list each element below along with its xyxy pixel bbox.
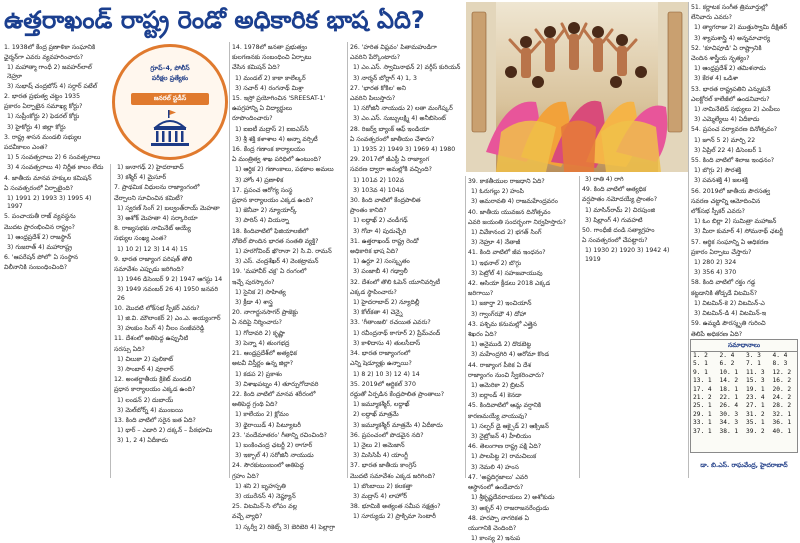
question-text: మొదటి సమావేశం ఎక్కడ జరిగింది? [350,472,436,480]
question-options: 3) మహేంద్రగిరి 4) అరోమా కొండ [471,351,550,359]
question-options: 3) కశ్మీర్ 4) మైసూర్ [117,174,167,182]
question-options: 3) మీరా కుమార్ 4) సోమనాథ్ ఛటర్జీ [694,228,784,236]
question-text: 13. కింది వాటిలో సరైన జత ఏది? [114,417,196,425]
question-options: 1) జకార్తా 2) ఇంచియాన్ [471,300,532,308]
question-options: 3) రాతి 4) రాగి [585,176,624,183]
question-text: 35. 2019లో ఆర్టికల్ 370 [350,380,416,388]
question-text: లోక్‌సభ స్పీకర్ ఎవరు? [691,208,745,216]
answer-key-row [691,352,797,360]
question-text: 57. ఆర్థిక సంఘాన్ని ఏ అధికరణ [691,238,769,246]
question-text: 2. భారత ప్రభుత్వ చట్టం 1935 [4,93,81,101]
question-text: ఛైర్మన్‌గా ఎవరు వ్యవహరించారు? [4,54,84,62]
question-options: 1) నామినేటెడ్ సభ్యులు 2) ఎంపీలు [694,106,780,114]
question-text: 27. 'భారత కోకిల' అని [350,84,406,92]
question-text: 18. కిందివాటిలో ఫిజియాలజీలో [232,227,309,235]
question-text: 48. హరప్పా నాగరికత ఏ [468,514,529,522]
question-text: ఇచ్చే పురస్కారం? [232,278,275,286]
question-text: 50. గాంధీజీ దండి సత్యాగ్రహం [582,227,655,235]
question-text: 28. రిజర్వ్ బ్యాంక్ ఆఫ్ ఇండియా [350,125,430,133]
column-divider [465,176,466,478]
question-options: 1) ఆర్థిక 2) గణాంకాలు, పథకాల అమలు [235,166,334,174]
question-options: 3) ఇక్బాల్ 4) సరోజినీ నాయుడు [235,452,314,460]
question-text: 6. 'ఆపరేషన్ పోలో' ఏ సంస్థాన [4,254,79,262]
author-credit: డా. బి.ఎస్. రాఘవేంద్ర, హైదరాబాద్ [700,462,788,469]
question-text: 38. భూమికి అత్యంత సమీప నక్షత్రం? [350,503,441,511]
question-options: 3) నార్మన్ బోర్లాగ్ 4) 1, 3 [353,74,417,82]
column-1b [114,164,226,478]
question-text: కట్టడానికి తోడ్పడే విటమిన్? [691,289,758,297]
question-text: ఎలక్టోరల్ కాలేజీలో ఉండనివారు? [691,95,770,103]
question-text: గ్రహం ఏది? [232,472,260,480]
question-text: 12. అంతర్జాతీయ క్రికెట్ మండలి [114,376,192,384]
question-options: 3) ఎస్. చంద్రశేఖర్ 4) వెంకట్రామన్ [235,258,319,266]
answer-key-cell: 31. 2 [746,410,765,418]
question-options: 1) ఆంధ్రప్రదేశ్ 2) రాజస్థాన్ [7,233,72,241]
question-text: 26. 'హరిత విప్లవం' పితామహుడిగా [350,44,437,51]
question-text: 15. ఇస్రో ప్రయోగించిన 'SREESAT-1' [232,95,326,103]
answer-key-cell: 38. 1 [719,427,739,435]
question-text: 11. దేశంలో అతిపెద్ద ఉప్పునీటి [114,335,189,343]
question-options: 3) శ్యామశాస్త్రి 4) అన్నమాచార్య [694,34,771,42]
question-options: 3) యురేనస్ 4) నెప్ట్యూన్ [235,492,296,500]
question-text: 21. ఆంధ్రప్రదేశ్‌లో అత్యధిక [232,350,297,358]
question-options: 1) బొగ్గు 2) సౌరశక్తి [694,167,742,175]
answer-key-cell: 40. 1 [772,427,792,435]
question-options: 3) జమ్మూకశ్మీర్ మాత్రమే 4) ఏదీకాదు [353,421,443,429]
question-text: 19. 'మహావీర్ చక్ర' ఏ రంగంలో [232,268,307,276]
question-text: 30. కింది వాటిలో కేంద్రపాలిత [350,197,421,205]
question-text: 17. ప్రపంచ ఆరోగ్య సంస్థ [232,186,293,194]
question-text: 3. రాష్ట్ర శాసన మండలి సభ్యుల [4,133,82,141]
question-options: 3) హుకుం సింగ్ 4) నీలం సంజీవరెడ్డి [117,325,205,333]
question-text: తెలిపే అధికరణ ఏది? [691,330,743,338]
question-options: 1) ఆంధ్రప్రదేశ్ 2) తమిళనాడు [694,65,766,73]
question-text: అతిపెద్ద గ్రంథి ఏది? [232,401,278,409]
question-options: 1) స్కర్వీ 2) రికెట్స్ 3) బెరిబెరి 4) పెల్లాగ్రా [235,523,336,531]
answer-key-cell: 12. 2 [772,368,792,376]
answer-key-row [691,402,797,410]
question-options: 1) 1991 2) 1993 3) 1995 4) 1997 [7,195,92,211]
question-text: సభ్యుల సంఖ్య ఎంత? [114,235,167,243]
question-text: సవరణ చట్టాన్ని ఆమోదించిన [691,197,761,205]
question-text: కారణమయ్యే వాయువు? [468,412,528,420]
page-title: ఉత్తరాఖండ్ రాష్ట్ర రెండో అధికారిక భాష ఏది? [4,6,425,34]
question-options: 3) సుభాష్ చంద్రబోస్ 4) సర్దార్ పటేల్ [7,82,98,90]
answer-key-cell: 2. 4 [719,352,735,359]
badge-line-2: పరీక్షల ప్రత్యేకం [151,75,189,82]
question-text: ఆస్థానంలో ఉండేవారు? [468,484,524,492]
answer-key-cell: 33. 1 [693,419,712,427]
answer-key-cell: 17. 4 [693,385,712,393]
question-options: 1) పాలపిట్ట 2) రామచిలుక [471,453,537,461]
question-text: 24. సౌరకుటుంబంలో అతిపెద్ద [232,462,304,470]
answer-key-cell: 14. 2 [719,377,739,385]
question-options: 3) గోవా 4) పుదుచ్చేరి [353,227,407,235]
question-text: ఏ సంవత్సరంలో చేపట్టారు? [582,237,648,245]
question-text: రద్దుతో ఏర్పడిన కేంద్రపాలిత ప్రాంతాలు? [350,390,444,398]
answer-key-cell: 27. 1 [746,402,765,410]
question-text: నోబెల్ పొందిన భారత సంతతి వ్యక్తి? [232,237,319,245]
question-text: 44. రాజ్యాంగ పీఠిక ఏ దేశ [468,361,531,369]
question-options: 3) 4 సంవత్సరాలు 4) నిర్ణీత కాలం లేదు [7,164,104,172]
question-options: 1) బొంబాయి 2) కలకత్తా [353,482,413,490]
answer-key-row [691,360,797,368]
question-options: 1) జునాగఢ్ 2) హైదరాబాద్ [117,164,184,171]
answer-key-cell: 29. 1 [693,410,712,418]
question-options: 3) శ్రీ శక్తి కళాశాల 4) అన్నా వర్సిటీ [235,135,318,143]
question-options: 3) పెట్రోల్ 4) సహజవాయువు [471,269,543,277]
column-4 [468,176,576,543]
question-options: 3) ఏప్రిల్ 22 4) డిసెంబర్ 1 [694,146,762,154]
question-text: 58. కింది వాటిలో రక్తం గడ్డ [691,279,756,287]
question-text: వచ్చే వ్యాధి? [232,513,263,521]
question-text: సమావేశం ఎప్పుడు జరిగింది? [114,266,184,274]
question-options: 3) కోల్‌కతా 4) చెన్నై [353,309,403,317]
answer-key-cell: 16. 2 [772,377,792,385]
question-options: 1) సరోజినీ నాయుడు 2) లతా మంగేష్కర్ [353,105,453,113]
question-text: చెందిన శాస్త్రీయ నృత్యం? [691,55,750,63]
question-options: 1) మండల్ 2) కాకా కాలేల్కర్ [235,74,306,82]
question-text: 39. కాకతీయుల రాజధాని ఏది? [468,178,545,185]
question-options: 1) 280 2) 324 [694,259,737,267]
question-options: 3) పారిస్ 4) వియన్నా [235,217,290,225]
answer-key-cell: 18. 1 [719,385,739,393]
answer-key-row [691,411,797,419]
question-options: 3) ఐర్లాండ్ 4) కెనడా [471,392,522,400]
column-divider [110,164,111,478]
answer-key-row [691,394,797,402]
badge-band-label: జనరల్ స్టడీస్ [153,95,187,102]
question-text: ఉపగ్రహాన్ని ఏ విద్యార్థులు [232,105,293,113]
question-text: 8. రాజ్యసభకు నామినేట్ అయ్యే [114,225,191,233]
question-options: 3) పెన్నా 4) తుంగభద్ర [235,339,290,347]
question-text: ఎవరిని పిలుస్తారు? [350,95,396,103]
question-text: 20. నాగార్జునసాగర్ ప్రాజెక్టు [232,309,298,317]
question-options: 3) సాంబార్ 4) వూలార్ [117,366,174,374]
question-options: 3) అక్బర్ 4) రాజరాజనరేంద్రుడు [471,504,550,512]
answer-key-box [690,339,798,453]
dancers-illustration [466,2,688,172]
question-text: 4. జాతీయ మానవ హక్కుల కమిషన్ [4,174,92,182]
column-divider [229,42,230,478]
question-text: ప్రకారం ఏర్పాటు చేస్తారు? [691,248,752,256]
question-options: 3) మద్రాస్ 4) లాహోర్ [353,492,408,500]
question-text: 52. 'కూచిపూడి' ఏ రాష్ట్రానికి [691,44,762,52]
question-options: 1) జూన్ 5 2) మార్చి 22 [694,136,756,144]
answer-key-cell: 23. 4 [746,394,765,402]
answer-key-cell: 28. 2 [772,402,792,410]
question-text: మొదట ప్రారంభించిన రాష్ట్రం? [4,223,75,231]
column-5 [691,2,798,336]
question-text: చేర్చాలని సూచించిన కమిటీ? [114,194,184,202]
question-options: 3) ఎం.ఎస్. సుబ్బులక్ష్మి 4) అనీబిసెంట్ [353,115,446,123]
answer-key-cell: 20. 2 [772,385,792,393]
question-text: 56. 2019లో జాతీయ పౌరసత్వ [691,187,771,195]
question-options: 1) ఎం.ఎస్. స్వామినాథన్ 2) వర్గీస్ కురియన్ [353,64,461,72]
question-text: 14. 1978లో జనతా ప్రభుత్వం [232,44,308,51]
question-options: 1) 1935 2) 1949 3) 1969 4) 1980 [353,146,456,154]
column-divider [688,2,689,478]
question-text: రూపొందించారు? [232,115,273,123]
question-options: 1) స్వరణ్ సింగ్ 2) బల్వంత్‌రాయ్ మెహతా [117,204,220,212]
question-text: 37. భారత జాతీయ కాంగ్రెస్ [350,462,417,470]
question-text: 7. ప్రాథమిక విధులను రాజ్యాంగంలో [114,184,200,192]
question-options: 1) అనైముడి 2) దొడబెట్ట [471,341,532,349]
question-options: 3) నెమలి 4) హంస [471,463,519,471]
question-options: 1) బంకించంద్ర ఛటర్జీ 2) ఠాగూర్ [235,441,313,449]
question-options: 1) త్యాగరాజు 2) ముత్తుస్వామి దీక్షితర్ [694,24,788,32]
question-options: 1) ఓరుగల్లు 2) హంపి [471,188,524,196]
question-text: 51. కర్ణాటక సంగీత త్రిమూర్తుల్లో [691,4,768,11]
question-options: 1) వివేకానంద 2) భగత్ సింగ్ [471,229,542,237]
question-text: ఎవరి జయంతి సందర్భంగా నిర్వహిస్తారు? [468,218,566,226]
answer-key-cell: 24. 2 [772,394,792,402]
question-text: విలీనానికి సంబంధించింది? [4,264,68,272]
answer-key-cell: 11. 3 [746,368,765,376]
question-text: ఏ సంవత్సరంలో ఏర్పాటైంది? [4,184,73,192]
question-options: 1) అమెరికా 2) బ్రిటన్ [471,382,525,390]
question-text: 59. ఉమ్మడి పౌరస్మృతి గురించి [691,320,766,328]
question-options: 1) 1930 2) 1920 3) 1942 4) 1919 [585,247,670,263]
question-text: 42. ఆసియా క్రీడలు 2018 ఎక్కడ [468,280,551,288]
question-text: 47. 'అష్టదిగ్గజాలు' ఎవరి [468,473,528,481]
question-options: 3) సచార్ 4) రంగనాథ్ మిశ్రా [235,84,304,92]
question-text: కులగణనకు సంబంధించి ఏర్పాటు [232,54,312,62]
answer-key-cell: 8. 3 [772,360,788,368]
question-text: 33. 'గీతాంజలి' రచయిత ఎవరు? [350,319,431,327]
question-options: 1) 10 2) 12 3) 14 4) 15 [117,245,188,253]
question-options: 1) కాంస్య 2) ఇనుప [471,535,521,543]
question-options: 3) అశోక్ మెహతా 4) సర్కారియా [117,215,198,223]
question-text: 43. పశ్చిమ కనుమల్లో ఎత్తైన [468,320,537,328]
question-text: 31. ఉత్తరాఖండ్ రాష్ట్ర రెండో [350,237,419,245]
question-options: 3) నెహ్రూ 4) నేతాజీ [471,239,521,247]
question-options: 3) కేరళ 4) ఒడిశా [694,75,739,83]
question-text: 54. ప్రపంచ పర్యావరణ దినోత్సవం? [691,126,778,134]
question-text: 40. జాతీయ యువజన దినోత్సవం [468,208,551,216]
answer-key-title: సమాధానాలు [691,340,797,352]
answer-key-table [691,352,797,436]
answer-key-cell: 39. 2 [746,427,765,435]
question-options: 1) సూర్యుడు 2) ప్రాక్సిమా సెంటారీ [353,513,436,521]
question-text: చేసిన కమిషన్ ఏది? [232,64,280,72]
answer-key-cell: 13. 1 [693,377,712,385]
answer-key-cell: 26. 4 [719,402,739,410]
answer-key-cell: 7. 1 [746,360,761,368]
question-options: 3) పంజాబీ 4) గఢ్వాలీ [353,268,408,276]
question-options: 1) సైనిక 2) సాహిత్య [235,288,286,296]
question-options: 3) క్రీడా 4) శాస్త్ర [235,299,273,307]
question-options: 1) శ్రీకృష్ణదేవరాయలు 2) అశోకుడు [471,494,555,502]
question-options: 1) జి.వి. మౌలాంకర్ 2) ఎం.ఎ. అయ్యంగార్ [117,315,221,323]
answer-key-cell: 37. 1 [693,427,712,435]
answer-key-cell: 1. 2 [693,352,708,359]
question-options: 1) శని 2) బృహస్పతి [235,482,286,490]
answer-key-cell: 30. 3 [719,410,739,418]
question-text: ఏ మంత్రిత్వ శాఖ పరిధిలో ఉంటుంది? [232,156,322,164]
answer-key-cell: 19. 1 [746,385,765,393]
question-options: 3) 1949 నవంబర్ 26 4) 1950 జనవరి 26 [117,286,218,302]
column-3 [350,42,462,521]
question-text: పదవీకాలం ఎంత? [4,144,48,152]
question-text: 23. 'వందేమాతరం' గీతాన్ని రచించింది? [232,431,327,439]
answer-key-cell: 21. 2 [693,394,712,402]
answer-key-cell: 36. 1 [772,419,792,427]
dancers-photo [466,2,688,172]
column-divider [347,42,348,478]
question-text: 22. కింది వాటిలో మానవ శరీరంలో [232,390,316,398]
question-text: 36. ప్రపంచంలో పొడవైన నది? [350,431,424,439]
answer-key-cell: 35. 1 [746,419,765,427]
answer-key-cell: 32. 1 [772,410,792,418]
question-options: 1) 8 2) 10 3) 12 4) 14 [353,370,420,378]
question-options: 1) 1946 డిసెంబర్ 9 2) 1947 ఆగస్టు 14 [117,276,223,284]
answer-key-row [691,419,797,427]
question-text: రాజ్యాంగం నుంచి స్వీకరించారు? [468,371,545,379]
question-text: సరస్సు ఏది? [114,345,145,353]
question-text: 1. 1938లో కేంద్ర ప్రణాళికా సంఘానికి [4,44,96,51]
question-text: 49. కింది వాటిలో అత్యధిక [582,186,647,194]
answer-key-row [691,369,797,377]
question-options: 1) హరగోవింద్ ఖొరానా 2) సి.వి. రామన్ [235,248,332,256]
question-options: 1) థార్ – ఎడారి 2) దక్కన్ – పీఠభూమి [117,427,213,435]
question-text: లేనివారు ఎవరు? [691,14,732,22]
question-text: అటవీ విస్తీర్ణం ఉన్న జిల్లా? [232,360,293,368]
question-text: 32. దేశంలో తొలి ఓపెన్ యూనివర్సిటీ [350,278,441,286]
question-options: 3) మెల్‌బోర్న్ 4) ముంబయి [117,406,183,414]
question-options: 1) లద్దాఖ్ 2) చండీగఢ్ [353,217,408,225]
question-options: 1) గోదావరి 2) కృష్ణా [235,329,285,337]
question-text: ఎవరిని పేర్కొంటారు? [350,54,400,62]
column-divider [579,176,580,478]
question-options: 3) 103వ 4) 104వ [353,186,405,194]
question-options: 3) థైరాయిడ్ 4) పిట్యూటరీ [235,421,301,429]
question-options: 3) 356 4) 370 [694,269,737,277]
question-options: 3) షిల్లాంగ్ 4) గువహటి [585,216,643,224]
question-options: 1) 101వ 2) 102వ [353,176,405,184]
question-text: ప్రధాన కార్యాలయం ఎక్కడ ఉంది? [232,197,314,205]
answer-key-row [691,386,797,394]
question-text: 46. తెలంగాణ రాష్ట్ర పక్షి ఏది? [468,443,542,451]
question-options: 2) లద్దాఖ్ మాత్రమే [353,411,399,419]
question-text: ఏ సంవత్సరంలో జాతీయం చేశారు? [350,135,435,143]
question-text: 5. పంచాయతీ రాజ్ వ్యవస్థను [4,213,76,221]
badge-band [131,93,209,105]
question-options: 1) చిలుకా 2) పులికాట్ [117,355,174,363]
question-text: 41. కింది వాటిలో జీవ ఇంధనం? [468,249,546,257]
question-text: ఎక్కడ స్థాపించారు? [350,288,397,296]
question-options: 1) మహాత్మా గాంధీ 2) జవహర్‌లాల్ నెహ్రూ [7,64,92,80]
question-options: 1) హైదరాబాద్ 2) న్యూదిల్లీ [353,299,420,307]
question-options: 1) ఐఐటీ మద్రాస్ 2) ఐఐఎస్‌సీ [235,125,309,133]
answer-key-cell: 3. 3 [746,352,761,359]
question-options: 1) విటమిన్-కె 2) విటమిన్-ఎ [694,299,765,307]
parliament-icon [146,109,194,149]
question-options: 1) రవీంద్రనాథ్ ఠాగూర్ 2) ప్రేమ్‌చంద్ [353,329,441,337]
question-options: 3) విటమిన్-డి 4) విటమిన్-ఇ [694,310,767,318]
question-text: యుగానికి చెందింది? [468,524,517,532]
answer-key-cell: 4. 4 [772,352,788,359]
badge-line-1: గ్రూప్–4, పోలీస్ [150,65,190,72]
question-text: శిఖరం ఏది? [468,331,497,339]
question-options: 1) సల్ఫర్ డై ఆక్సైడ్ 2) ఆక్సిజన్ [471,422,549,430]
question-text: 16. కేంద్ర గణాంక కార్యాలయం [232,146,306,154]
question-text: 10. మొదటి లోక్‌సభ స్పీకర్ ఎవరు? [114,304,200,312]
answer-key-cell: 22. 1 [719,394,739,402]
answer-key-row [691,377,797,385]
question-options: 3) హోం 4) ప్రణాళిక [235,176,284,184]
question-options: 1) మాసిన్‌రామ్ 2) చిరపుంజి [585,206,655,214]
section-badge [112,44,228,160]
question-text: వర్షపాతం నమోదయ్యే ప్రాంతం? [582,196,657,204]
answer-key-cell: 9. 1 [693,368,708,376]
question-text: 55. కింది వాటిలో శిలాజ ఇంధనం? [691,157,775,165]
question-options: 1) ఓం బిర్లా 2) సుమిత్రా మహాజన్ [694,218,777,226]
question-options: 1) 5 సంవత్సరాలు 2) 6 సంవత్సరాలు [7,154,101,162]
question-options: 1) ఉర్దూ 2) సంస్కృతం [353,258,410,266]
column-2 [232,42,344,531]
question-text: 45. కిందివాటిలో ఆమ్ల వర్షానికి [468,402,542,410]
question-options: 3) గుజరాత్ 4) మహారాష్ట్ర [7,244,72,252]
question-text: జరిగాయి? [468,290,494,298]
question-text: ప్రధాన కార్యాలయం ఎక్కడ ఉంది? [114,386,196,394]
question-text: ప్రాంతం కానిది? [350,207,387,215]
question-options: 1) నైలు 2) అమెజాన్ [353,441,405,449]
question-options: 3) 1, 2 4) ఏదీకాదు [117,437,169,445]
answer-key-cell: 15. 3 [746,377,765,385]
question-text: అధికారిక భాష ఏది? [350,248,399,256]
answer-key-cell: 25. 1 [693,402,712,410]
question-text: 34. భారత రాజ్యాంగంలో [350,350,411,358]
question-options: 1) కడప 2) ప్రకాశం [235,370,283,378]
question-text: ఎన్ని షెడ్యూళ్లు ఉన్నాయి? [350,360,412,368]
question-options: 1) కాలేయం 2) క్లోమం [235,411,289,419]
question-text: ఏ నదిపై నిర్మించారు? [232,319,282,327]
question-text: 9. భారత రాజ్యాంగ పరిషత్ తొలి [114,255,193,263]
answer-key-cell: 6. 2 [719,360,735,368]
column-1 [4,42,108,478]
column-4b [582,176,686,478]
question-text: 29. 2017లో జీఎస్టీ ఏ రాజ్యాంగ [350,156,430,164]
question-options: 1) జెనీవా 2) న్యూయార్క్ [235,207,297,215]
question-text: 53. భారత రాష్ట్రపతిని ఎన్నుకునే [691,85,771,93]
question-options: 1) లండన్ 2) దుబాయ్ [117,396,174,404]
answer-key-cell: 34. 3 [719,419,739,427]
question-options: 3) అమరావతి 4) రాజమహేంద్రవరం [471,198,558,206]
question-options: 3) కాళిదాసు 4) తులసీదాస్ [353,339,421,347]
answer-key-row [691,428,797,436]
question-text: ప్రకారం ఏర్పాటైన సమాఖ్య కోర్టు? [4,103,83,111]
question-options: 3) నైట్రోజన్ 4) హీలియం [471,433,532,441]
question-options: 3) హైకోర్టు 4) జిల్లా కోర్టు [7,123,66,131]
question-options: 1) జమ్మూకశ్మీర్, లద్దాఖ్ [353,401,410,409]
question-options: 3) పవనశక్తి 4) జలశక్తి [694,177,748,185]
question-options: 3) విశాఖపట్నం 4) తూర్పుగోదావరి [235,380,319,388]
answer-key-cell: 5. 1 [693,360,708,368]
question-text: 25. విటమిన్-సి లోపం వల్ల [232,503,298,511]
question-text: సవరణ ద్వారా అమల్లోకి వచ్చింది? [350,166,432,174]
question-options: 3) ఎమ్మెల్యేలు 4) ఏదీకాదు [694,116,760,124]
question-options: 1) ఇథనాల్ 2) బొగ్గు [471,259,522,267]
question-options: 3) గ్వాంగ్‌ఝౌ 4) దోహా [471,310,526,318]
answer-key-cell: 10. 1 [719,368,739,376]
question-options: 3) మిసిసిపీ 4) యాంగ్జీ [353,452,408,460]
question-options: 1) సుప్రీంకోర్టు 2) ఫెడరల్ కోర్టు [7,113,80,121]
